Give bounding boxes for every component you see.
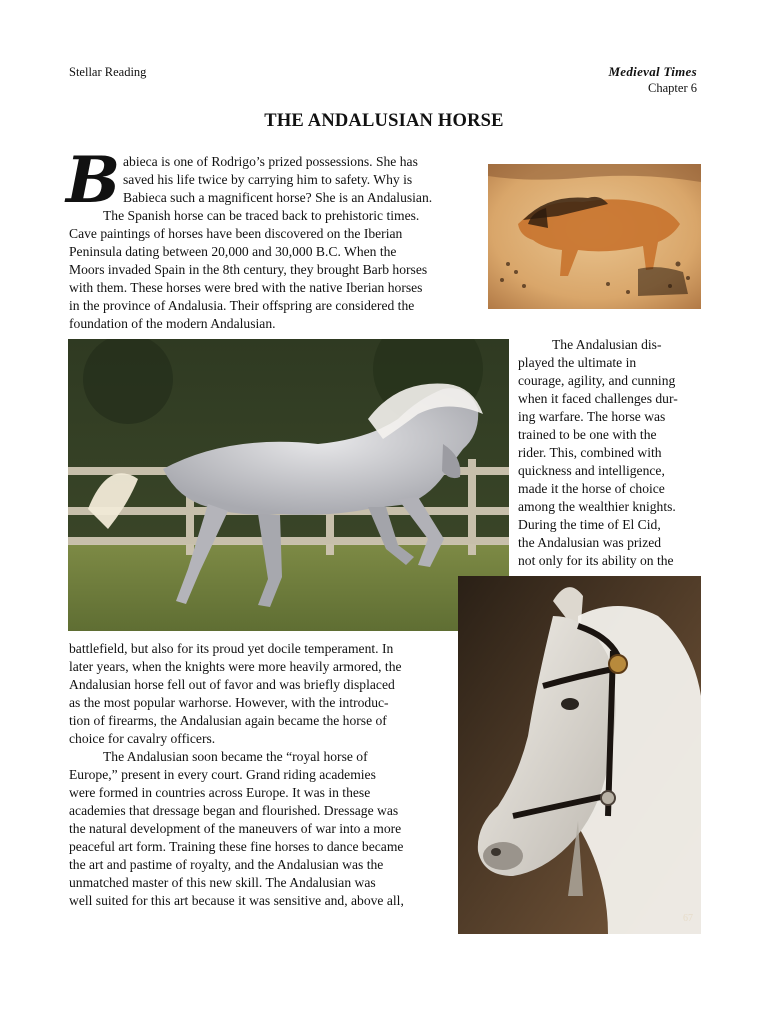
cave-painting-image: [488, 164, 701, 309]
text-line: among the wealthier knights.: [518, 499, 676, 514]
chapter-label: Chapter 6: [648, 81, 697, 95]
horse-head-image: [458, 576, 701, 934]
text-line: academies that dressage began and flourished. Dressage was: [69, 803, 399, 818]
page-title: THE ANDALUSIAN HORSE: [264, 111, 504, 131]
grey-horse-jumping-photo: [68, 339, 509, 631]
text-line: well suited for this art because it was sensitive and, above all,: [69, 893, 404, 908]
text-line: quickness and intelligence,: [518, 463, 665, 478]
text-line: made it the horse of choice: [518, 481, 665, 496]
text-line: During the time of El Cid,: [518, 517, 661, 532]
text-line: not only for its ability on the: [518, 553, 674, 568]
text-line: Andalusian horse fell out of favor and was briefly displaced: [69, 677, 395, 692]
text-line: foundation of the modern Andalusian.: [69, 316, 276, 331]
text-line: with them. These horses were bred with the native Iberian horses: [69, 280, 423, 295]
text-line: choice for cavalry officers.: [69, 731, 216, 746]
text-line: The Andalusian dis-: [552, 337, 662, 352]
text-line: later years, when the knights were more heavily armored, the: [69, 659, 402, 674]
text-line: rider. This, combined with: [518, 445, 662, 460]
white-horse-head-bridle-photo: [458, 576, 701, 934]
text-line: in the province of Andalusia. Their offspring are considered the: [69, 298, 415, 313]
text-line: tion of firearms, the Andalusian again became the horse of: [69, 713, 387, 728]
text-line: The Spanish horse can be traced back to prehistoric times.: [103, 208, 420, 223]
book-title: Medieval Times: [608, 64, 697, 79]
text-line: when it faced challenges dur-: [518, 391, 678, 406]
intro-block: [123, 153, 483, 207]
paragraph-temperament: [69, 640, 454, 748]
page-number: 67: [683, 913, 693, 924]
text-line: The Andalusian soon became the “royal horse of: [103, 749, 368, 764]
text-line: the art and pastime of royalty, and the Andalusian was the: [69, 857, 384, 872]
text-line: were formed in countries across Europe. It was in these: [69, 785, 371, 800]
text-line: the Andalusian was prized: [518, 535, 662, 550]
intro-line: abieca is one of Rodrigo’s prized possessions. She has: [123, 154, 418, 169]
paragraph-dressage: [69, 748, 454, 910]
text-line: Europe,” present in every court. Grand riding academies: [69, 767, 376, 782]
text-line: the natural development of the maneuvers of war into a more: [69, 821, 402, 836]
text-line: battlefield, but also for its proud yet docile temperament. In: [69, 641, 394, 656]
text-line: played the ultimate in: [518, 355, 637, 370]
text-line: ing warfare. The horse was: [518, 409, 666, 424]
header-right: [608, 64, 697, 96]
drop-cap: B: [66, 143, 121, 218]
text-line: unmatched master of this new skill. The Andalusian was: [69, 875, 376, 890]
text-line: trained to be one with the: [518, 427, 657, 442]
text-line: peaceful art form. Training these fine horses to dance became: [69, 839, 404, 854]
grey-horse-image: [68, 339, 509, 631]
paragraph-warfare: [518, 336, 708, 570]
text-line: courage, agility, and cunning: [518, 373, 676, 388]
text-line: as the most popular warhorse. However, with the introduc-: [69, 695, 389, 710]
paragraph-prehistory: [69, 207, 484, 333]
series-label: Stellar Reading: [69, 65, 147, 79]
cave-painting-photo: [488, 164, 701, 309]
text-line: Moors invaded Spain in the 8th century, they brought Barb horses: [69, 262, 428, 277]
text-line: Cave paintings of horses have been discovered on the Iberian: [69, 226, 403, 241]
text-line: Peninsula dating between 20,000 and 30,000 B.C. When the: [69, 244, 397, 259]
intro-line: Babieca such a magnificent horse? She is an Andalusian.: [123, 190, 433, 205]
intro-line: saved his life twice by carrying him to safety. Why is: [123, 172, 413, 187]
